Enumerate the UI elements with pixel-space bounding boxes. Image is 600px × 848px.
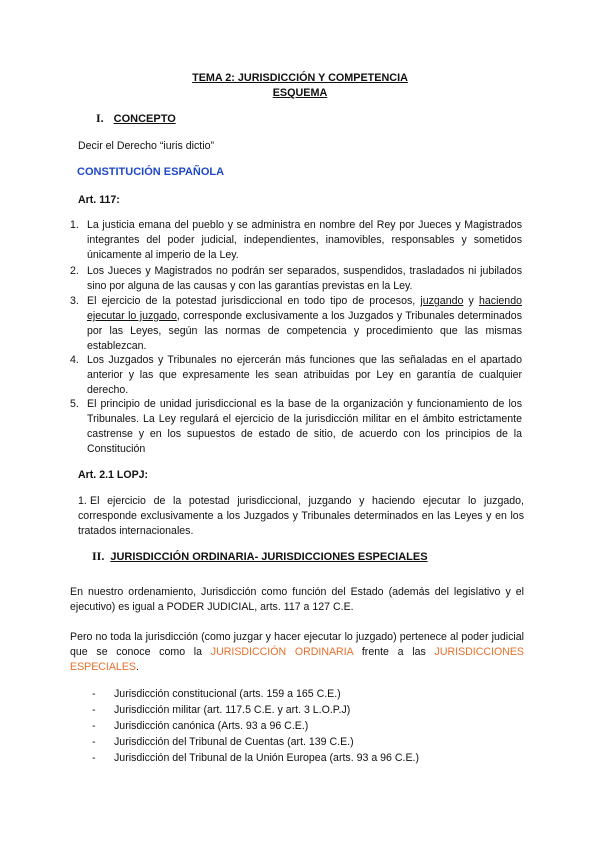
document-title: TEMA 2: JURISDICCIÓN Y COMPETENCIA xyxy=(192,72,408,84)
lopj-item-1 xyxy=(78,494,524,539)
item-number: 4. xyxy=(70,354,79,366)
paragraph-jurisdicciones: Pero no toda la jurisdicción (como juzgar y hacer ejecutar lo juzgado) pertenece al poder judicial que se conoce como la JURISDICCIÓN ORDINARIA frente a las JURISDICCIONES ESPECIALES. xyxy=(70,631,524,673)
item-text: Los Juzgados y Tribunales no ejercerán más funciones que las señaladas en el apartado anterior y las que expresamente les sean atribuidas por Ley en garantía de cualquier derecho. xyxy=(87,354,522,396)
paragraph-poder-judicial: En nuestro ordenamiento, Jurisdicción como función del Estado (además del legislativo y el ejecutivo) es igual a PODER JUDICIAL, arts. 117 a 127 C.E. xyxy=(70,586,524,613)
section-number: II. xyxy=(92,549,105,563)
art117-item-5 xyxy=(70,397,522,457)
art117-item-4 xyxy=(70,353,522,398)
underlined-haciendo-ejecutar: haciendo ejecutar lo juzgado xyxy=(87,295,522,322)
section-title: JURISDICCIÓN ORDINARIA- JURISDICCIONES ESPECIALES xyxy=(110,551,428,563)
section-title: CONCEPTO xyxy=(113,113,176,125)
art117-item-1 xyxy=(70,218,522,263)
underlined-juzgando: juzgando xyxy=(420,295,464,307)
item-text: El ejercicio de la potestad jurisdiccional, juzgando y haciendo ejecutar lo juzgado, corresponde exclusivamente a los Juzgados y Tribunales determinados en las Leyes y en los tratados internacionales. xyxy=(78,495,524,537)
item-text: Los Jueces y Magistrados no podrán ser separados, suspendidos, trasladados ni jubilados sino por alguna de las causas y con las garantías previstas en la Ley. xyxy=(87,265,522,292)
art-21-lopj-heading: Art. 2.1 LOPJ: xyxy=(78,469,149,481)
item-number: 5. xyxy=(70,398,79,410)
art-117-heading: Art. 117: xyxy=(78,194,120,206)
art117-item-3 xyxy=(70,294,522,354)
item-text: El ejercicio de la potestad jurisdiccional en todo tipo de procesos, juzgando y haciendo ejecutar lo juzgado, corresponde exclusivamente a los Juzgados y Tribunales determinados por las Leyes, según las normas de competencia y procedimiento que las mismas establezcan. xyxy=(87,295,522,352)
item-number: 3. xyxy=(70,295,79,307)
item-number: 2. xyxy=(70,265,79,277)
iuris-dictio-line: Decir el Derecho “iuris dictio” xyxy=(78,140,214,152)
highlight-jurisdicciones-especiales: JURISDICCIONES ESPECIALES xyxy=(70,646,524,673)
document-subtitle: ESQUEMA xyxy=(272,87,328,99)
highlight-jurisdiccion-ordinaria: JURISDICCIÓN ORDINARIA xyxy=(210,646,354,658)
section-heading-jurisdiccion xyxy=(92,549,428,565)
item-number: 1. xyxy=(70,219,79,231)
item-text: El principio de unidad jurisdiccional es la base de la organización y funcionamiento de los Tribunales. La Ley regulará el ejercicio de la jurisdicción militar en el ámbito estrictamente castrense y en los supuestos de estado de sitio, de acuerdo con los principios de la Constitución xyxy=(87,398,522,455)
section-heading-concepto xyxy=(96,111,176,127)
section-number: I. xyxy=(96,111,104,125)
document-page: TEMA 2: JURISDICCIÓN Y COMPETENCIA ESQUEMA I. CONCEPTO Decir el Derecho “iuris dictio” CONSTITUCIÓN ESPAÑOLA Art. 117: 1. La justicia emana del pueblo y se administra en nombre del Rey por Jueces y Magistrados integrantes del poder judicial, independientes, inamovibles, responsables y sometidos únicamente al imperio de la Ley. 2. Los Jueces y Magistrados no podrán ser separados, suspendidos, trasladados ni jubilados sino por alguna de las causas y con las garantías previstas en la Ley. 3. El ejercicio de la potestad jurisdiccional en todo tipo de procesos, juzgando y haciendo ejecutar lo juzgado, corresponde exclusivamente a los Juzgados y Tribunales determinados por las Leyes, según las normas de competencia y procedimiento que las mismas establezcan. 4. Los Juzgados y Tribunales no ejercerán más funciones que las señaladas en el apartado anterior y las que expresamente les sean atribuidas por Ley en garantía de cualquier derecho. 5. El principio de unidad jurisdiccional es la base de la organización y funcionamiento de los Tribunales. La Ley regulará el ejercicio de la jurisdicción militar en el ámbito estrictamente castrense y en los supuestos de estado de sitio, de acuerdo con los principios de la Constitución Art. 2.1 LOPJ: 1. El ejercicio de la potestad jurisdiccional, juzgando y haciendo ejecutar lo juzgado, corresponde exclusivamente a los Juzgados y Tribunales determinados en las Leyes y en los tratados internacionales. II. JURISDICCIÓN ORDINARIA- JURISDICCIONES ESPECIALES En nuestro ordenamiento, Jurisdicción como función del Estado (además del legislativo y el ejecutivo) es igual a PODER JUDICIAL, arts. 117 a 127 C.E. Pero no toda la jurisdicción (como juzgar y hacer ejecutar lo juzgado) pertenece al poder judicial que se conoce como la JURISDICCIÓN ORDINARIA frente a las JURISDICCIONES ESPECIALES. - Jurisdicción constitucional (arts. 159 a 165 C.E.) - Jurisdicción militar (art. 117.5 C.E. y art. 3 L.O.P.J) - Jurisdicción canónica (Arts. 93 a 96 C.E.) - Jurisdicción del Tribunal de Cuentas (art. 139 C.E.) - Jurisdicción del Tribunal de la Unión Europea (arts. 93 a 96 C.E.) xyxy=(0,0,600,848)
item-text: La justicia emana del pueblo y se administra en nombre del Rey por Jueces y Magistrados integrantes del poder judicial, independientes, inamovibles, responsables y sometidos únicamente al imperio de la Ley. xyxy=(87,219,522,261)
item-number: 1. xyxy=(78,495,87,507)
constitucion-heading: CONSTITUCIÓN ESPAÑOLA xyxy=(77,166,225,178)
art117-item-2 xyxy=(70,264,522,294)
